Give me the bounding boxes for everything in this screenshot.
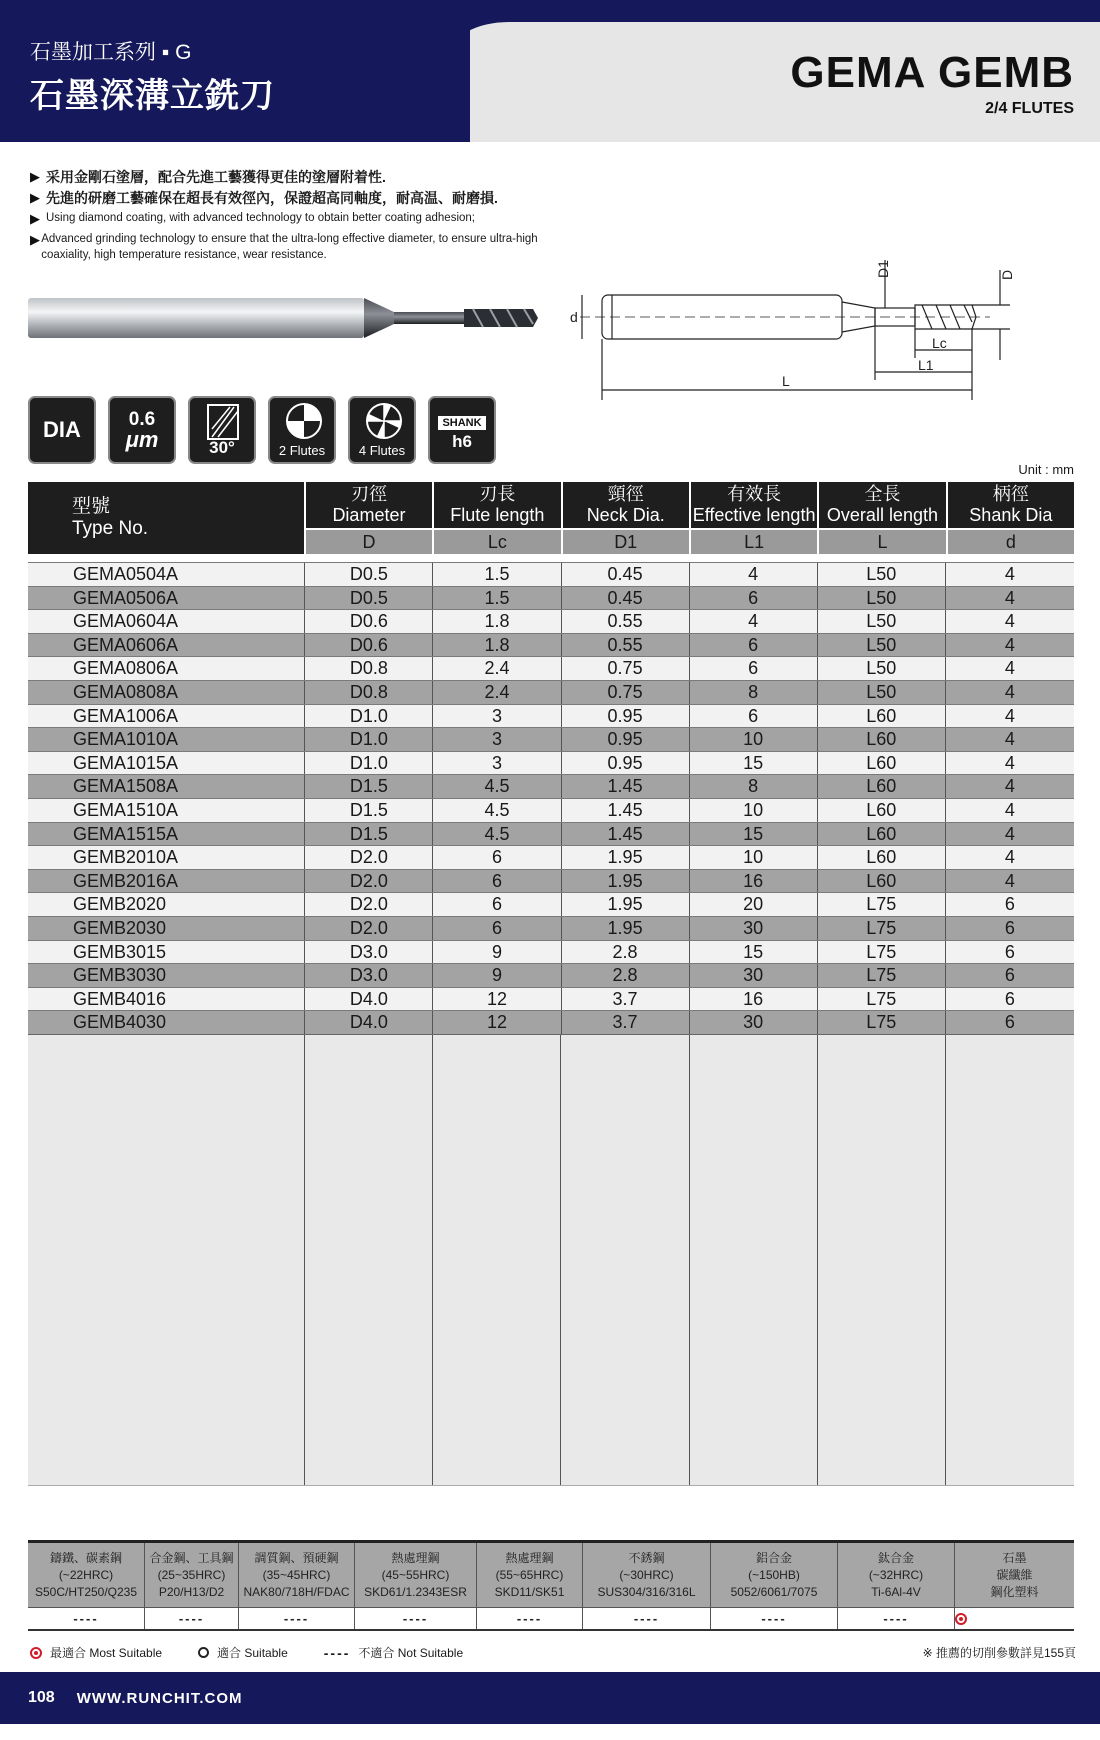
material-header-row xyxy=(28,1543,1074,1607)
drawing-label-lc: Lc xyxy=(932,335,947,351)
most-suitable-icon xyxy=(955,1613,967,1625)
drawing-label-l1: L1 xyxy=(918,357,934,373)
material-cell: 合金鋼、工具鋼 (25~35HRC) P20/H13/D2 xyxy=(145,1543,239,1607)
triangle-bullet-icon: ▶ xyxy=(30,169,40,184)
table-empty-area xyxy=(28,1034,1074,1486)
suitability-cell: ---- xyxy=(28,1608,145,1629)
series-title: 石墨深溝立銑刀 xyxy=(30,77,275,115)
material-suitability-table xyxy=(28,1540,1074,1631)
table-row: GEMA0808A D0.8 2.4 0.75 8 L50 4 xyxy=(28,680,1074,704)
triangle-bullet-icon: ▶ xyxy=(30,232,40,247)
column-header-effective-length: 有效長 Effective length L1 xyxy=(692,484,816,552)
diamond-coating-icon: DIA xyxy=(28,396,96,464)
suitability-cell: ---- xyxy=(239,1608,355,1629)
table-row: GEMA0806A D0.8 2.4 0.75 6 L50 4 xyxy=(28,656,1074,680)
suitability-cell: ---- xyxy=(711,1608,838,1629)
series-label: 石墨加工系列 ▪ G xyxy=(30,41,192,64)
legend-suitable: 適合 Suitable xyxy=(198,1644,288,1661)
end-mill-drawing xyxy=(560,250,1080,405)
suitability-cell: ---- xyxy=(477,1608,583,1629)
cutting-parameter-note: ※ 推薦的切削參數詳見155頁 xyxy=(922,1646,1076,1660)
suitability-cell: ---- xyxy=(583,1608,711,1629)
triangle-bullet-icon: ▶ xyxy=(30,190,40,205)
table-row: GEMB3030 D3.0 9 2.8 30 L75 6 xyxy=(28,963,1074,987)
table-row: GEMB2030 D2.0 6 1.95 30 L75 6 xyxy=(28,916,1074,940)
suitable-circle-icon xyxy=(198,1647,209,1658)
material-cell: 石墨 碳纖維 鋼化塑料 xyxy=(990,1550,1039,1599)
suitability-cell: ---- xyxy=(838,1608,955,1629)
header-diagonal xyxy=(360,0,560,142)
feature-item: ▶ Advanced grinding technology to ensure that the ultra-long effective diameter, to ensure ultra-high coaxiality, high temperature resistance, wear resistance. xyxy=(30,232,538,261)
column-header-overall-length: 全長 Overall length L xyxy=(819,482,945,554)
table-row: GEMB2010A D2.0 6 1.95 10 L60 4 xyxy=(28,845,1074,869)
end-mill-photo xyxy=(28,296,538,342)
spec-table xyxy=(28,482,1074,1486)
material-cell: 熱處理鋼 (55~65HRC) SKD11/SK51 xyxy=(477,1543,583,1607)
drawing-label-dia: D xyxy=(999,269,1015,280)
unit-label: Unit : mm xyxy=(1018,462,1074,477)
suitability-cell-graphite xyxy=(955,1608,1074,1629)
table-row: GEMB3015 D3.0 9 2.8 15 L75 6 xyxy=(28,940,1074,964)
table-row: GEMA1015A D1.0 3 0.95 15 L60 4 xyxy=(28,751,1074,775)
feature-item: ▶ 采用金剛石塗層，配合先進工藝獲得更佳的塗層附着性. xyxy=(30,169,386,185)
feature-list xyxy=(30,168,590,266)
triangle-bullet-icon: ▶ xyxy=(30,211,40,226)
table-row: GEMB4016 D4.0 12 3.7 16 L75 6 xyxy=(28,987,1074,1011)
legend xyxy=(30,1644,1076,1661)
column-header-flute-length: 刃長 Flute length Lc xyxy=(434,482,560,554)
material-cell: 不銹鋼 (~30HRC) SUS304/316/316L xyxy=(583,1543,711,1607)
table-row: GEMA1508A D1.5 4.5 1.45 8 L60 4 xyxy=(28,774,1074,798)
material-cell: 鈦合金 (~32HRC) Ti-6Al-4V xyxy=(838,1543,955,1607)
shank-tolerance-icon: SHANK h6 xyxy=(428,396,496,464)
helix-angle-icon: 30° xyxy=(188,396,256,464)
material-cell: 鋁合金 (~150HB) 5052/6061/7075 xyxy=(711,1543,838,1607)
table-row: GEMA0504A D0.5 1.5 0.45 4 L50 4 xyxy=(28,562,1074,586)
table-row: GEMA0606A D0.6 1.8 0.55 6 L50 4 xyxy=(28,633,1074,657)
micron-grain-icon: 0.6 μm xyxy=(108,396,176,464)
table-row: GEMB4030 D4.0 12 3.7 30 L75 6 xyxy=(28,1010,1074,1034)
table-row: GEMA1006A D1.0 3 0.95 6 L60 4 xyxy=(28,704,1074,728)
column-header-neck-dia: 頸徑 Neck Dia. D1 xyxy=(563,482,689,554)
material-cell: 鑄鐵、碳素鋼 (~22HRC) S50C/HT250/Q235 xyxy=(28,1543,145,1607)
most-suitable-icon xyxy=(30,1647,42,1659)
page-number: 108 xyxy=(28,1689,55,1706)
model-title: GEMA GEMB xyxy=(790,48,1074,97)
table-row: GEMB2016A D2.0 6 1.95 16 L60 4 xyxy=(28,869,1074,893)
drawing-label-l: L xyxy=(782,373,790,389)
table-row: GEMA1515A D1.5 4.5 1.45 15 L60 4 xyxy=(28,822,1074,846)
website-link[interactable]: WWW.RUNCHIT.COM xyxy=(76,1689,243,1707)
suitability-cell: ---- xyxy=(145,1608,239,1629)
type-header: 型號 Type No. xyxy=(28,482,304,554)
legend-not-suitable: ---- 不適合 Not Suitable xyxy=(323,1644,464,1661)
drawing-label-d: d xyxy=(570,309,578,325)
table-header xyxy=(28,482,1074,554)
drawing-label-d1: D1 xyxy=(875,260,891,278)
feature-icons xyxy=(28,396,496,464)
four-flutes-icon: 4 Flutes xyxy=(348,396,416,464)
flutes-label: 2/4 FLUTES xyxy=(985,100,1074,117)
table-row: GEMB2020 D2.0 6 1.95 20 L75 6 xyxy=(28,892,1074,916)
column-header-shank-dia: 柄徑 Shank Dia d xyxy=(948,482,1074,554)
table-body xyxy=(28,562,1074,1486)
two-flutes-icon: 2 Flutes xyxy=(268,396,336,464)
material-cell: 熱處理鋼 (45~55HRC) SKD61/1.2343ESR xyxy=(355,1543,477,1607)
material-suitability-row xyxy=(28,1607,1074,1631)
table-row: GEMA0604A D0.6 1.8 0.55 4 L50 4 xyxy=(28,609,1074,633)
column-header-diameter: 刃徑 Diameter D xyxy=(306,482,432,554)
legend-most-suitable: 最適合 Most Suitable xyxy=(30,1644,162,1661)
suitability-cell: ---- xyxy=(355,1608,477,1629)
feature-item: ▶ 先進的研磨工藝確保在超長有效徑內，保證超高同軸度，耐高温、耐磨損. xyxy=(30,190,498,206)
table-row: GEMA0506A D0.5 1.5 0.45 6 L50 4 xyxy=(28,586,1074,610)
feature-item: ▶ Using diamond coating, with advanced technology to obtain better coating adhesion; xyxy=(30,211,475,226)
material-cell: 調質鋼、預硬鋼 (35~45HRC) NAK80/718H/FDAC xyxy=(239,1543,355,1607)
footer xyxy=(0,1672,1100,1724)
table-row: GEMA1010A D1.0 3 0.95 10 L60 4 xyxy=(28,727,1074,751)
table-row: GEMA1510A D1.5 4.5 1.45 10 L60 4 xyxy=(28,798,1074,822)
